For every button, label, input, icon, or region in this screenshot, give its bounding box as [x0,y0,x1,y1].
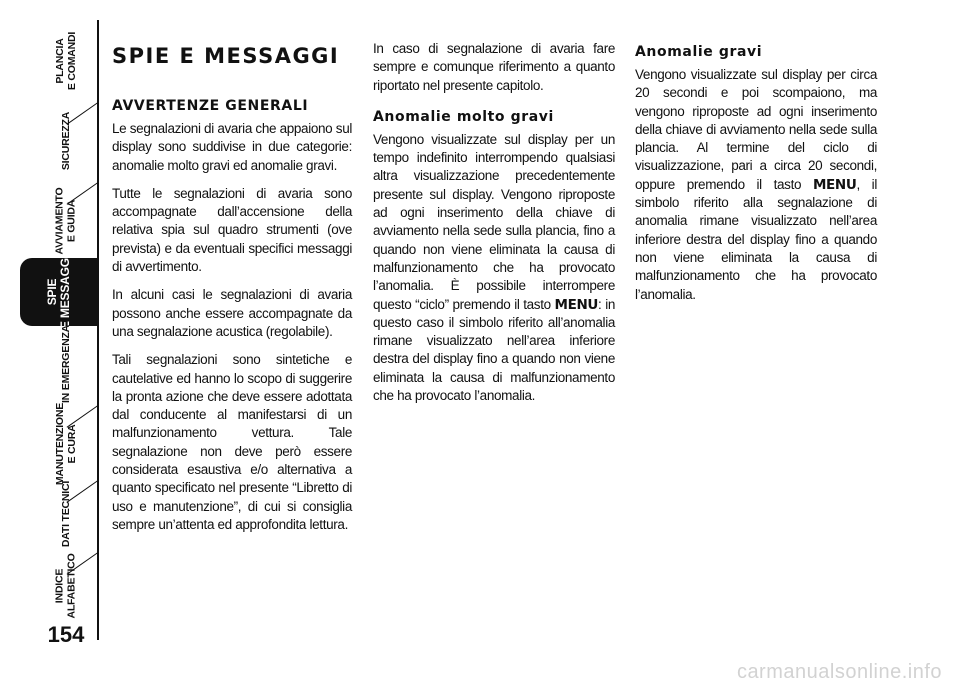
paragraph [635,66,877,304]
tab-divider-line [97,20,99,640]
column-1 [112,40,352,544]
column-2 [373,40,615,415]
page-number: 154 [47,622,85,647]
section-heading-avvertenze: AVVERTENZE GENERALI [112,98,309,114]
text-run: : in questo caso il simbolo riferito all’anomalia rimane visualizzato nell’area inferiore destra del display fino a quando non viene eliminata la causa di malfunzionamento che ha provocato l’anomalia. [373,296,615,404]
paragraph: Tali segnalazioni sono sintetiche e cautelative ed hanno lo scopo di suggerire la pronta azione che deve essere adottata dal conducente al manifestarsi di un malfunzionamento vettura. Tale segnalazione non deve però essere considerata esaustiva e/o alternativa a quanto specificato nel presente “Libretto di uso e manutenzione”, di cui si consiglia sempre un’attenta ed approfondita lettura. [112,352,352,532]
paragraph: In alcuni casi le segnalazioni di avaria possono anche essere accompagnate da una segnalazione acustica (regolabile). [112,287,352,339]
paragraph: Le segnalazioni di avaria che appaiono sul display sono suddivise in due categorie: anomalie molto gravi ed anomalie gravi. [112,121,352,173]
tab-plancia-e-comandi[interactable] [36,27,96,95]
tab-label: SICUREZZA [59,111,72,171]
column-3 [635,40,877,314]
tab-label: AVVIAMENTO E GUIDA [54,187,79,255]
tab-indice-alfabetico[interactable] [36,552,96,620]
menu-key-label: MENU [554,296,599,313]
tab-label: SPIE E MESSAGGI [45,254,73,330]
chapter-tabs [0,0,100,692]
tab-dati-tecnici[interactable] [36,480,96,548]
page-title: SPIE E MESSAGGI [112,44,340,68]
tab-sicurezza[interactable] [36,107,96,175]
watermark: carmanualsonline.info [736,661,942,683]
tab-in-emergenza[interactable] [36,324,96,404]
paragraph-intro: In caso di segnalazione di avaria fare sempre e comunque riferimento a quanto riportato nel presente capitolo. [373,41,615,93]
tab-manutenzione-e-cura[interactable] [36,402,96,486]
paragraph [373,131,615,405]
text-run: , il simbolo riferito alla segnalazione di anomalia rimane visualizzato nell’area inferiore destra del display fino a quando non viene eliminata la causa di malfunzionamento che ha provocato l’anomalia. [635,176,877,302]
tab-label: PLANCIA E COMANDI [53,31,78,91]
paragraph: Tutte le segnalazioni di avaria sono accompagnate dall’accensione della relativa spia sul quadro strumenti (ove prevista) e da eventuali specifici messaggi di avvertimento. [112,185,352,275]
tab-label: IN EMERGENZA [60,324,73,404]
tab-avviamento-e-guida[interactable] [36,187,96,255]
text-run: Vengono visualizzate sul display per circa 20 secondi e poi scompaiono, ma vengono riproposte ad ogni inserimento della chiave di avviamento nella sede sulla plancia. Al termine del ciclo di visualizzazione, pari a circa 20 secondi, oppure premendo il tasto [635,67,877,192]
tab-spie-e-messaggi[interactable] [20,254,99,330]
tab-label: INDICE ALFABETICO [54,553,78,619]
section-heading-anomalie-gravi: Anomalie gravi [635,44,763,60]
section-heading-anomalie-molto-gravi: Anomalie molto gravi [373,108,554,125]
tab-label: DATI TECNICI [60,480,72,548]
text-run: Vengono visualizzate sul display per un tempo indefinito interrompendo qualsiasi altra visualizzazione precedentemente presente sul display. Vengono riproposte ad ogni inserimento della chiave di avviamento nella sede sulla plancia, fino a quando non viene eliminata la causa di malfunzionamento che ha provocato l’anomalia. È possibile interrompere questo “ciclo” premendo il tasto [373,131,615,312]
menu-key-label: MENU [812,176,857,193]
tab-label: MANUTENZIONE E CURA [54,402,78,486]
